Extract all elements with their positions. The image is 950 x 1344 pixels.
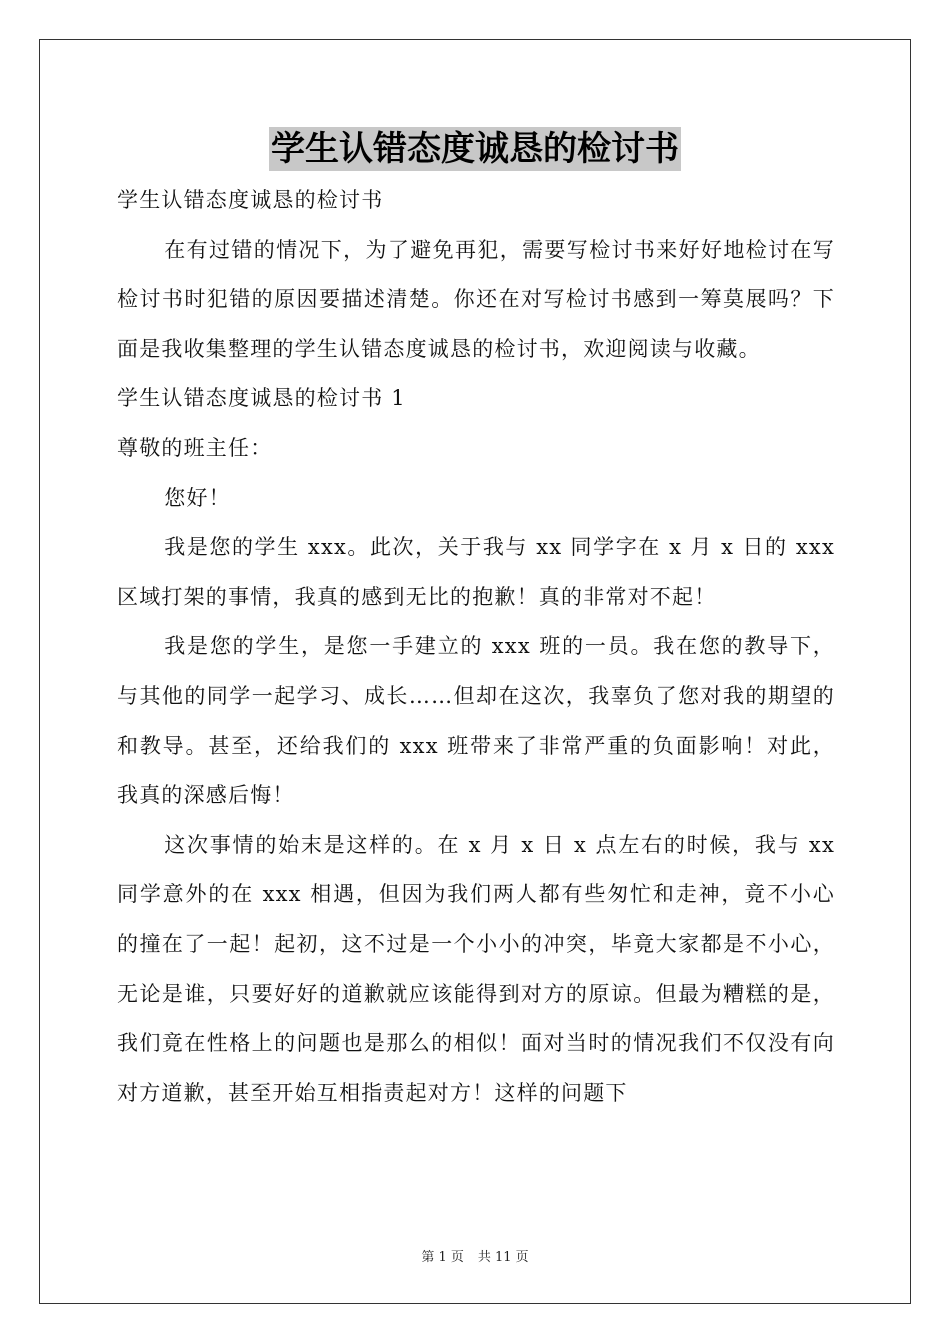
page-total: 共 11 页: [477, 1250, 529, 1265]
document-title: 学生认错态度诚恳的检讨书: [271, 129, 679, 169]
paragraph-section-heading: 学生认错态度诚恳的检讨书 1: [117, 386, 406, 411]
document-body: [117, 176, 835, 1118]
paragraph-body: 这次事情的始末是这样的。在 x 月 x 日 x 点左右的时候，我与 xx 同学意外的在 xxx 相遇，但因为我们两人都有些匆忙和走神，竟不小心的撞在了一起！起初，这不过是一个小小的冲突，毕竟大家都是不小心，无论是谁，只要好好的道歉就应该能得到对方的原谅。但最为糟糕的是，我们竟在性格上的问题也是那么的相似！面对当时的情况我们不仅没有向对方道歉，甚至开始互相指责起对方！这样的问题下: [117, 832, 835, 1105]
page-number: 第 1 页: [421, 1250, 464, 1265]
paragraph-salutation: 尊敬的班主任：: [117, 435, 273, 460]
paragraph-intro: 在有过错的情况下，为了避免再犯，需要写检讨书来好好地检讨在写检讨书时犯错的原因要描述清楚。你还在对写检讨书感到一筹莫展吗？下面是我收集整理的学生认错态度诚恳的检讨书，欢迎阅读与收藏。: [117, 237, 835, 361]
paragraph-body: 我是您的学生 xxx。此次，关于我与 xx 同学字在 x 月 x 日的 xxx 区域打架的事情，我真的感到无比的抱歉！真的非常对不起！: [117, 535, 835, 609]
paragraph-greeting: 您好！: [164, 485, 231, 510]
paragraph-subtitle: 学生认错态度诚恳的检讨书: [117, 188, 384, 212]
paragraph-body: 我是您的学生，是您一手建立的 xxx 班的一员。我在您的教导下，与其他的同学一起学习、成长……但却在这次，我辜负了您对我的期望的和教导。甚至，还给我们的 xxx 班带来了非常严重的负面影响！对此，我真的深感后悔！: [117, 634, 835, 808]
title-wrap: [0, 127, 950, 171]
page-footer: [0, 1246, 950, 1265]
